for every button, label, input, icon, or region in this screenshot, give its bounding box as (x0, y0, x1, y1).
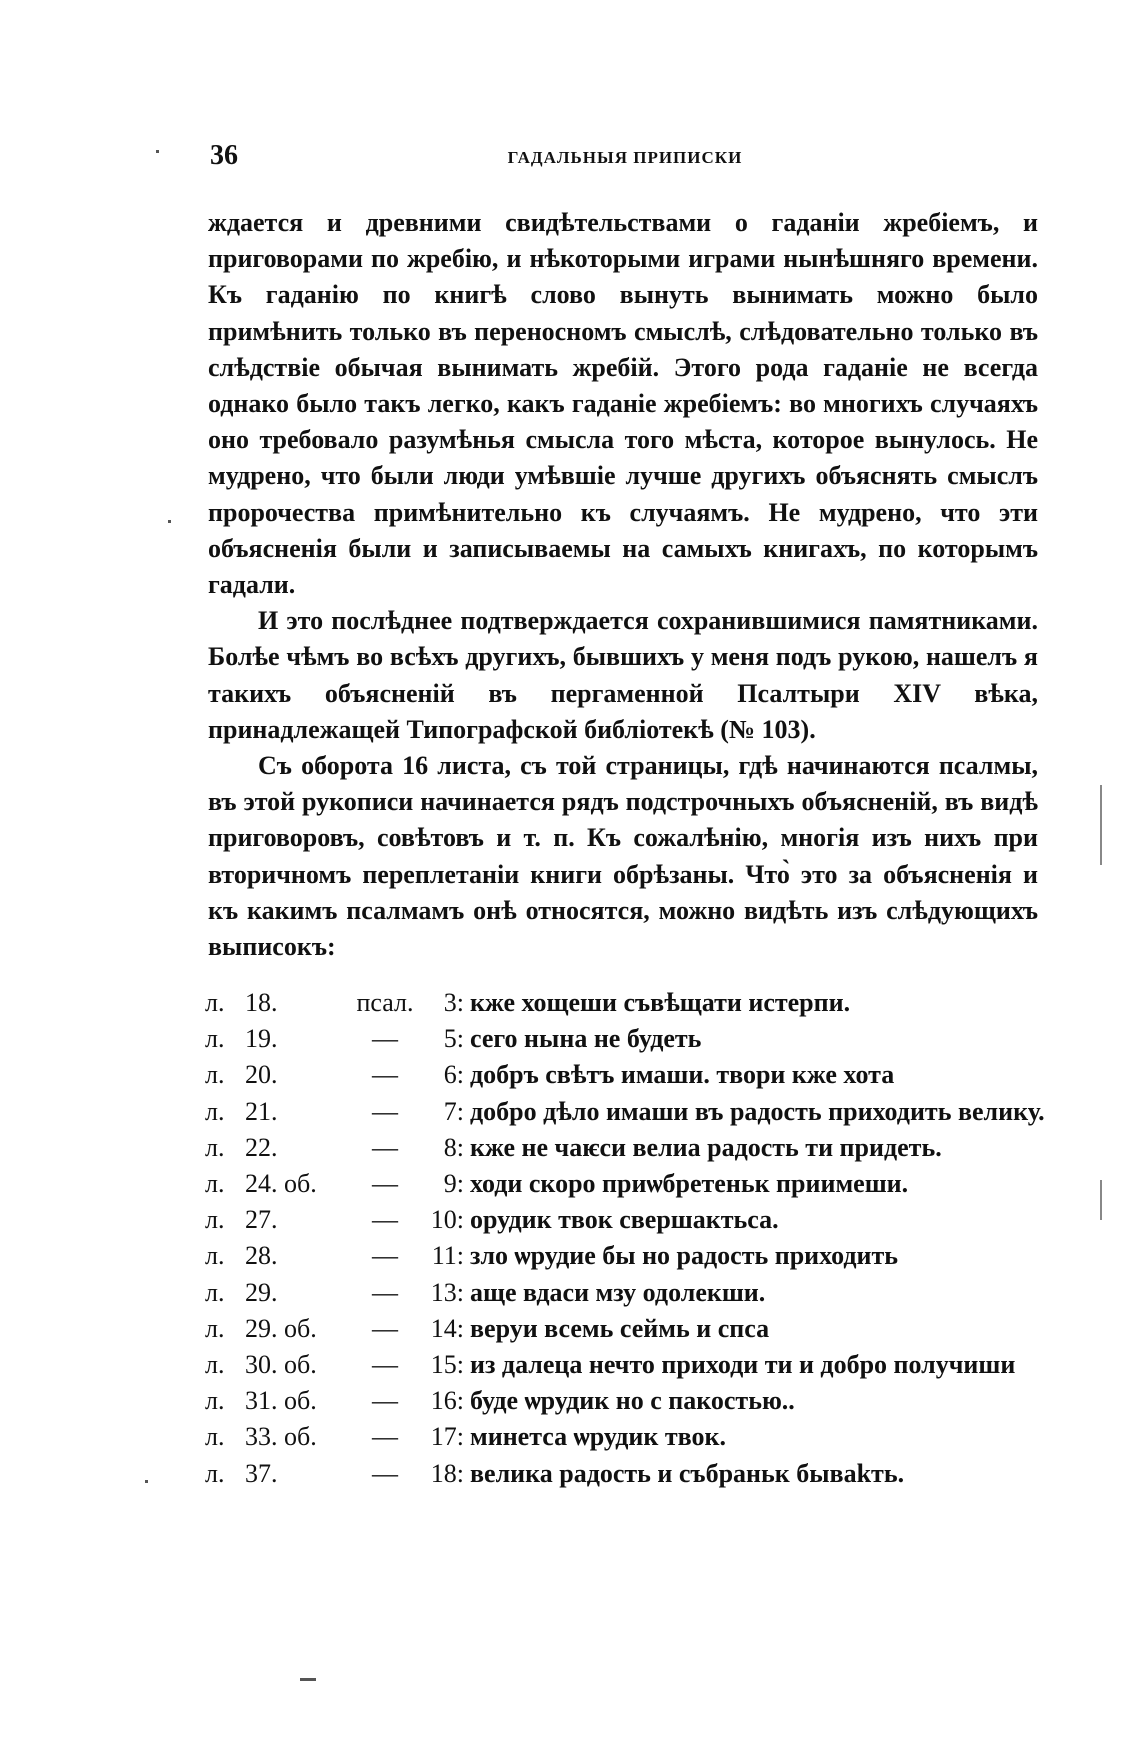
excerpt-entry (205, 1202, 1045, 1238)
page-header (210, 140, 1040, 180)
excerpt-text: ходи скоро приѡбретеньк приимеши. (470, 1169, 909, 1199)
leaf-abbrev: л. (205, 1132, 225, 1162)
leaf-number: 33. об. (245, 1422, 317, 1452)
psalm-number: 8: (443, 1132, 464, 1162)
excerpt-text: буде ѡрудик но с пакостью.. (470, 1386, 795, 1416)
excerpt-entry (205, 1094, 1045, 1130)
leaf-number: 24. об. (245, 1169, 317, 1199)
separator: — (372, 1422, 398, 1452)
excerpt-list (205, 985, 1045, 1492)
paragraph: ждается и древними свидѣтельствами о гаданіи жребіемъ, и приговорами по жребію, и нѣкоторыми играми нынѣшняго времени. Къ гаданію по книгѣ слово вынуть вынимать можно было примѣнить только въ переносномъ смыслѣ, слѣдовательно только въ слѣдствіе обычая вынимать жребій. Этого рода гаданіе не всегда однако было такъ легко, какъ гаданіе жребіемъ: во многихъ случаяхъ оно требовало разумѣнья смысла того мѣста, которое вынулось. Не мудрено, что были люди умѣвшіе лучше другихъ объяснять смыслъ пророчества примѣнительно къ случаямъ. Не мудрено, что эти объясненія были и записываемы на самыхъ книгахъ, по которымъ гадали. (208, 208, 1038, 600)
psalm-number: 10: (430, 1205, 464, 1235)
separator: — (372, 1313, 398, 1343)
separator: псал. (356, 988, 414, 1017)
excerpt-entry (205, 1383, 1045, 1419)
separator: — (372, 1024, 398, 1054)
excerpt-text: зло ѡрудие бы но радость приходить (470, 1241, 899, 1271)
excerpt-text: кже не чаѥси велиа радость ти придеть. (470, 1132, 942, 1162)
leaf-abbrev: л. (205, 1422, 225, 1452)
separator: — (372, 1386, 398, 1416)
leaf-abbrev: л. (205, 1169, 225, 1199)
separator: — (372, 1060, 398, 1090)
leaf-abbrev: л. (205, 1350, 225, 1380)
scan-speck (168, 520, 171, 523)
psalm-number: 7: (443, 1096, 464, 1126)
psalm-number: 5: (443, 1024, 464, 1054)
excerpt-entry (205, 1347, 1045, 1383)
leaf-abbrev: л. (205, 1386, 225, 1416)
excerpt-text: веруи всемь сеймь и спса (470, 1313, 770, 1343)
psalm-number: 14: (430, 1313, 464, 1343)
scan-speck (156, 150, 159, 153)
psalm-number: 11: (431, 1241, 464, 1271)
body-text (208, 205, 1038, 965)
psalm-number: 3: (443, 988, 464, 1017)
scan-speck (145, 1480, 148, 1483)
leaf-number: 29. (245, 1277, 278, 1307)
excerpt-entry (205, 1238, 1045, 1274)
psalm-number: 6: (443, 1060, 464, 1090)
leaf-number: 18. (245, 988, 278, 1017)
psalm-number: 18: (430, 1458, 464, 1488)
psalm-number: 16: (430, 1386, 464, 1416)
scan-speck (300, 1678, 316, 1681)
separator: — (372, 1205, 398, 1235)
excerpt-text: добро дѣло имаши въ радость приходить велику. (470, 1096, 1045, 1126)
separator: — (372, 1277, 398, 1307)
running-title: ГАДАЛЬНЫЯ ПРИПИСКИ (507, 148, 743, 167)
excerpt-entry (205, 1311, 1045, 1347)
excerpt-text: минетса ѡрудик твок. (470, 1422, 726, 1452)
excerpt-text: из далеца нечто приходи ти и добро получиши (470, 1350, 1016, 1380)
leaf-number: 19. (245, 1024, 278, 1054)
page-number: 36 (210, 140, 238, 171)
leaf-abbrev: л. (205, 1096, 225, 1126)
leaf-abbrev: л. (205, 1060, 225, 1090)
scan-edge-line (1100, 1180, 1102, 1220)
leaf-number: 30. об. (245, 1350, 317, 1380)
leaf-abbrev: л. (205, 1277, 225, 1307)
leaf-number: 22. (245, 1132, 278, 1162)
psalm-number: 9: (443, 1169, 464, 1199)
leaf-number: 27. (245, 1205, 278, 1235)
excerpt-entry (205, 1057, 1045, 1093)
excerpt-text: аще вдаси мзу одолекши. (470, 1277, 766, 1307)
excerpt-entry (205, 1419, 1045, 1455)
separator: — (372, 1241, 398, 1271)
separator: — (372, 1132, 398, 1162)
leaf-abbrev: л. (205, 1313, 225, 1343)
leaf-number: 20. (245, 1060, 278, 1090)
leaf-abbrev: л. (205, 1241, 225, 1271)
psalm-number: 13: (430, 1277, 464, 1307)
excerpt-entry (205, 1021, 1045, 1057)
excerpt-entry (205, 1166, 1045, 1202)
separator: — (372, 1350, 398, 1380)
paragraph: И это послѣднее подтверждается сохранившимися памятниками. Болѣе чѣмъ во всѣхъ другихъ, бывшихъ у меня подъ рукою, нашелъ я такихъ объясненій въ пергаменной Псалтыри XIV вѣка, принадлежащей Типографской библіотекѣ (№ 103). (208, 606, 1038, 744)
leaf-abbrev: л. (205, 1024, 225, 1054)
excerpt-text: добръ свѣтъ имаши. твори кже хота (470, 1060, 895, 1090)
leaf-abbrev: л. (205, 988, 225, 1017)
leaf-abbrev: л. (205, 1205, 225, 1235)
leaf-number: 31. об. (245, 1386, 317, 1416)
excerpt-text: сего нына не будеть (470, 1024, 702, 1054)
leaf-abbrev: л. (205, 1458, 225, 1488)
excerpt-entry (205, 1130, 1045, 1166)
leaf-number: 37. (245, 1458, 278, 1488)
excerpt-entry (205, 1275, 1045, 1311)
excerpt-entry (205, 1456, 1045, 1492)
scan-edge-line (1100, 785, 1102, 865)
paragraph: Съ оборота 16 листа, съ той страницы, гдѣ начинаются псалмы, въ этой рукописи начинается рядъ подстрочныхъ объясненій, въ видѣ приговоровъ, совѣтовъ и т. п. Къ сожалѣнію, многія изъ нихъ при вторичномъ переплетаніи книги обрѣзаны. Что̀ это за объясненія и къ какимъ псалмамъ онѣ относятся, можно видѣть изъ слѣдующихъ выписокъ: (208, 751, 1038, 962)
psalm-number: 15: (430, 1350, 464, 1380)
excerpt-text: орудик твок свершактьса. (470, 1205, 779, 1235)
psalm-number: 17: (430, 1422, 464, 1452)
leaf-number: 28. (245, 1241, 278, 1271)
excerpt-entry (205, 985, 1045, 1021)
excerpt-text: велика радость и събраньк бываkть. (470, 1458, 905, 1488)
leaf-number: 29. об. (245, 1313, 317, 1343)
leaf-number: 21. (245, 1096, 278, 1126)
separator: — (372, 1169, 398, 1199)
separator: — (372, 1096, 398, 1126)
separator: — (372, 1458, 398, 1488)
excerpt-text: кже хощеши съвѣщати истерпи. (470, 988, 851, 1017)
